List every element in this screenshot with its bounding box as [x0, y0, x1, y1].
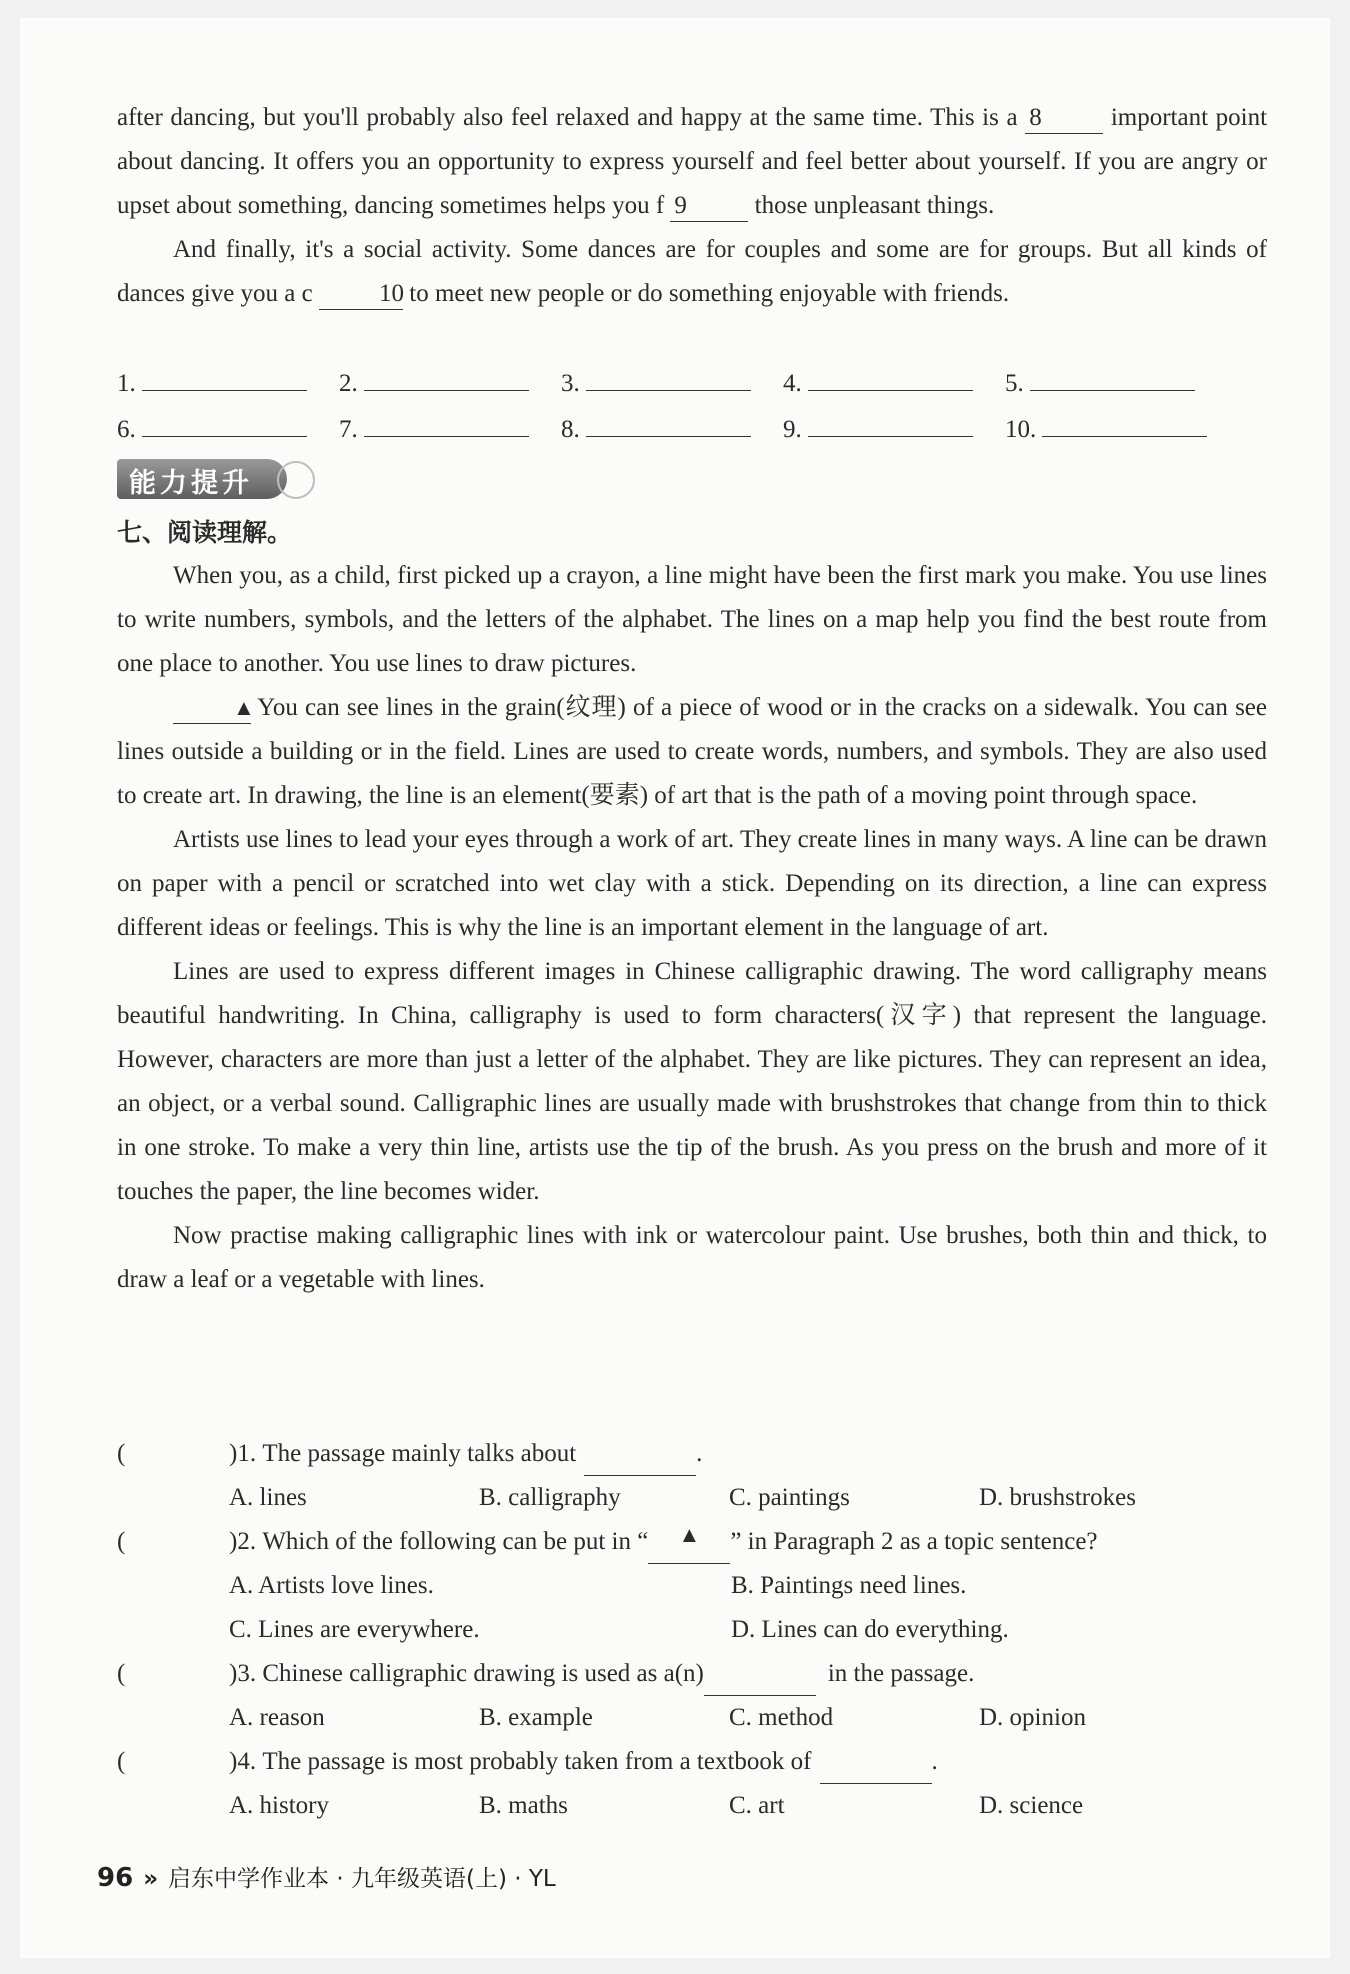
page-footer [97, 1860, 556, 1893]
q3-option-b[interactable]: B. example [479, 1704, 593, 1731]
top-paragraph-2: And finally, it's a social activity. Some dances are for couples and some are for groups. But all kinds of dances give you a c 10 to meet new people or do something enjoyable with friends. [117, 228, 1267, 316]
answer-cell-6: 6. [117, 406, 339, 452]
answer-row-2 [117, 406, 1227, 452]
section-badge [117, 455, 317, 503]
question-2: ( )2. Which of the following can be put in “ ▲ ” in Paragraph 2 as a topic sentence? [117, 1520, 1267, 1564]
question-4: ( )4. The passage is most probably taken from a textbook of . [117, 1740, 1267, 1784]
q1-option-c[interactable]: C. paintings [729, 1484, 850, 1511]
q4-option-b[interactable]: B. maths [479, 1792, 568, 1819]
reading-paragraph-2: ▲ You can see lines in the grain(纹理) of a piece of wood or in the cracks on a sidewalk. You can see lines outside a building or in the field. Lines are used to create words, numbers, and symbols. They are also used to create art. In drawing, the line is an element(要素) of art that is the path of a moving point through space. [117, 694, 1267, 809]
question-2-options-row-1 [117, 1564, 1267, 1608]
q1-option-b[interactable]: B. calligraphy [479, 1484, 621, 1511]
answer-line-6[interactable] [142, 406, 307, 437]
reading-paragraph-5: Now practise making calligraphic lines with ink or watercolour paint. Use brushes, both thin and thick, to draw a leaf or a vegetable with lines. [117, 1222, 1267, 1293]
answer-grid [117, 360, 1267, 452]
q3-blank [704, 1652, 816, 1696]
q1-option-a[interactable]: A. lines [229, 1484, 307, 1511]
q2-option-d[interactable]: D. Lines can do everything. [731, 1616, 1009, 1643]
answer-paren-4[interactable]: ( [117, 1748, 126, 1775]
q3-option-d[interactable]: D. opinion [979, 1704, 1086, 1731]
q4-blank [820, 1740, 932, 1784]
top-passage [117, 96, 1267, 316]
answer-line-3[interactable] [586, 360, 751, 391]
q1-blank [584, 1432, 696, 1476]
reading-paragraph-1: When you, as a child, first picked up a crayon, a line might have been the first mark you make. You use lines to write numbers, symbols, and the letters of the alphabet. The lines on a map help you find the best route from one place to another. You use lines to draw pictures. [117, 562, 1267, 677]
answer-line-5[interactable] [1030, 360, 1195, 391]
answer-paren-3[interactable]: ( [117, 1660, 126, 1687]
question-2-options-row-2 [117, 1608, 1267, 1652]
q2-option-b[interactable]: B. Paintings need lines. [731, 1572, 967, 1599]
blank-8: 8 [1025, 103, 1103, 134]
questions [117, 1432, 1267, 1828]
answer-line-4[interactable] [808, 360, 973, 391]
answer-cell-3: 3. [561, 360, 783, 406]
answer-line-1[interactable] [142, 360, 307, 391]
answer-paren-1[interactable]: ( [117, 1440, 126, 1467]
q1-option-d[interactable]: D. brushstrokes [979, 1484, 1136, 1511]
answer-line-7[interactable] [364, 406, 529, 437]
blank-9: 9 [670, 191, 748, 222]
double-chevron-icon: » [143, 1866, 159, 1892]
answer-line-10[interactable] [1042, 406, 1207, 437]
question-3-options [117, 1696, 1267, 1740]
q4-option-c[interactable]: C. art [729, 1792, 785, 1819]
book-title: 启东中学作业本 · 九年级英语(上) · YL [168, 1866, 556, 1892]
answer-cell-9: 9. [783, 406, 1005, 452]
triangle-icon: ▲ [233, 695, 255, 720]
lightbulb-icon [277, 461, 315, 499]
q3-option-a[interactable]: A. reason [229, 1704, 325, 1731]
blank-10: 10 [319, 279, 403, 310]
reading-passage [117, 554, 1267, 1302]
answer-cell-5: 5. [1005, 360, 1227, 406]
question-1: ( )1. The passage mainly talks about . [117, 1432, 1267, 1476]
q4-option-d[interactable]: D. science [979, 1792, 1084, 1819]
triangle-icon: ▲ [678, 1522, 701, 1547]
answer-row-1 [117, 360, 1227, 406]
question-4-options [117, 1784, 1267, 1828]
answer-cell-1: 1. [117, 360, 339, 406]
q3-option-c[interactable]: C. method [729, 1704, 834, 1731]
answer-line-2[interactable] [364, 360, 529, 391]
q4-option-a[interactable]: A. history [229, 1792, 329, 1819]
answer-line-8[interactable] [586, 406, 751, 437]
section-title: 七、阅读理解。 [117, 518, 293, 547]
triangle-blank [173, 693, 255, 724]
answer-cell-4: 4. [783, 360, 1005, 406]
answer-cell-8: 8. [561, 406, 783, 452]
question-3: ( )3. Chinese calligraphic drawing is used as a(n) in the passage. [117, 1652, 1267, 1696]
answer-paren-2[interactable]: ( [117, 1528, 126, 1555]
badge-label: 能力提升 [129, 468, 253, 499]
answer-cell-2: 2. [339, 360, 561, 406]
question-1-options [117, 1476, 1267, 1520]
top-paragraph-1: after dancing, but you'll probably also feel relaxed and happy at the same time. This is a 8 important point about dancing. It offers you an opportunity to express yourself and feel better about yourself. If you are angry or upset about something, dancing sometimes helps you f 9 those unpleasant things. [117, 96, 1267, 228]
answer-line-9[interactable] [808, 406, 973, 437]
q2-triangle-blank [648, 1520, 730, 1564]
answer-cell-7: 7. [339, 406, 561, 452]
page-number: 96 [97, 1863, 134, 1893]
reading-paragraph-4: Lines are used to express different images in Chinese calligraphic drawing. The word calligraphy means beautiful handwriting. In China, calligraphy is used to form characters(汉字) that represent the language. However, characters are more than just a letter of the alphabet. They are like pictures. They can represent an idea, an object, or a verbal sound. Calligraphic lines are usually made with brushstrokes that change from thin to thick in one stroke. To make a very thin line, artists use the tip of the brush. As you press on the brush and more of it touches the paper, the line becomes wider. [117, 958, 1267, 1205]
answer-cell-10: 10. [1005, 406, 1227, 452]
reading-paragraph-3: Artists use lines to lead your eyes through a work of art. They create lines in many ways. A line can be drawn on paper with a pencil or scratched into wet clay with a stick. Depending on its direction, a line can express different ideas or feelings. This is why the line is an important element in the language of art. [117, 826, 1267, 941]
q2-option-c[interactable]: C. Lines are everywhere. [229, 1616, 480, 1643]
q2-option-a[interactable]: A. Artists love lines. [229, 1572, 434, 1599]
